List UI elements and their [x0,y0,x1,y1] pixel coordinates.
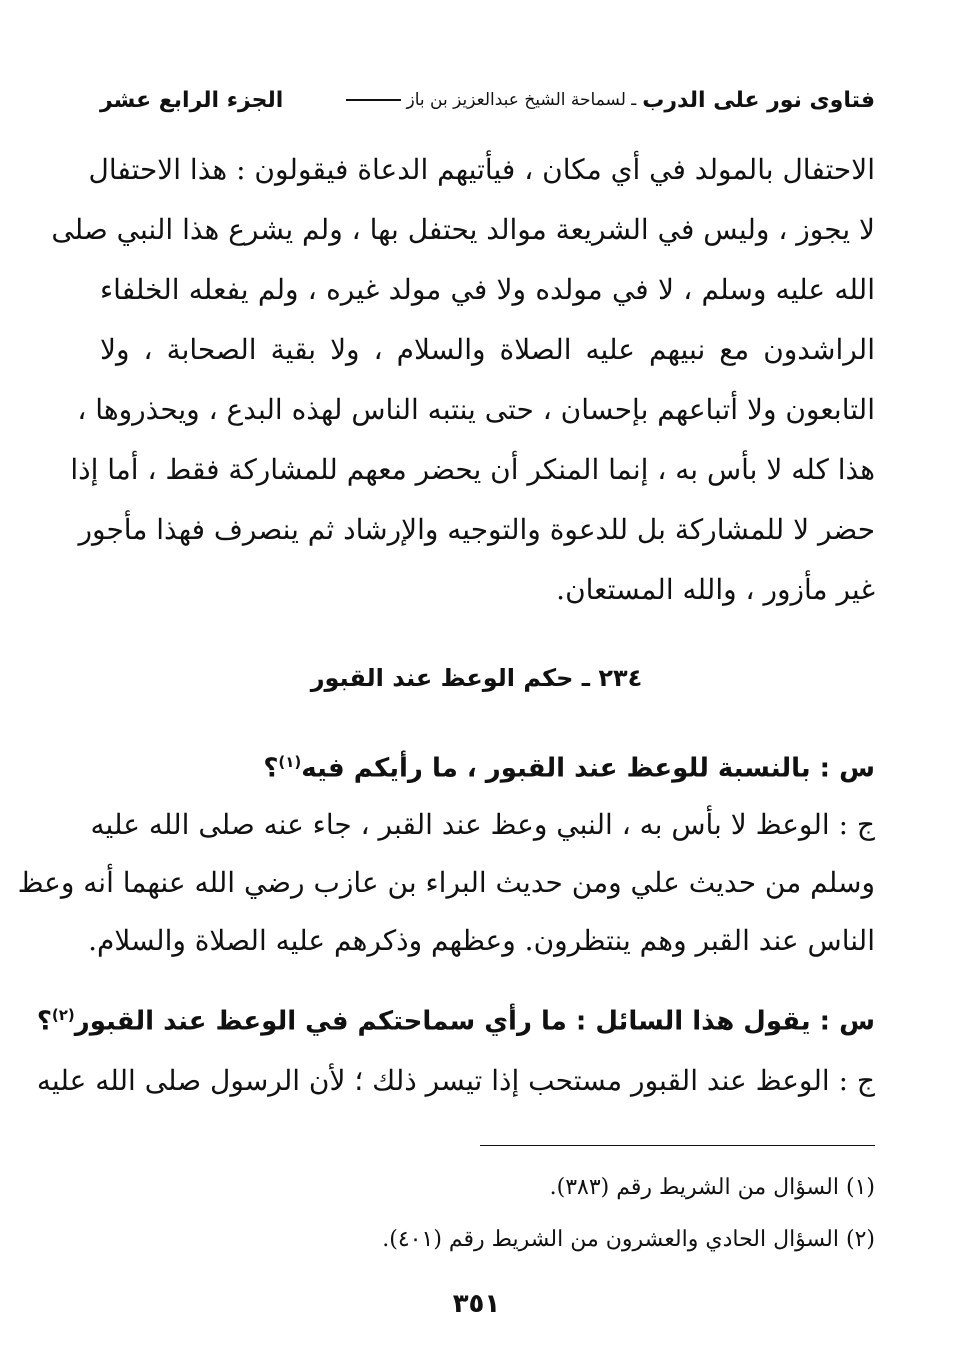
footnote-1: (١) السؤال من الشريط رقم (٣٨٣). [549,1175,875,1200]
footnotes [100,1162,875,1266]
paragraph-line: هذا كله لا بأس به ، إنما المنكر أن يحضر معهم للمشاركة فقط ، أما إذا [70,453,875,486]
answer-2 [36,1052,875,1110]
header-rule [346,99,401,101]
question-1 [100,733,875,798]
question-1-text: س : بالنسبة للوعظ عند القبور ، ما رأيكم فيه [301,753,875,784]
footnote-2: (٢) السؤال الحادي والعشرون من الشريط رقم (٤٠١). [382,1227,875,1252]
paragraph-line: الله عليه وسلم ، لا في مولده ولا في مولد غيره ، ولم يفعله الخلفاء [100,273,875,306]
paragraph-line: غير مأزور ، والله المستعان. [556,573,875,606]
question-2-text: س : يقول هذا السائل : ما رأي سماحتكم في الوعظ عند القبور [74,1006,875,1037]
question-mark: ؟ [36,1006,52,1037]
page-number: ٣٥١ [452,1289,501,1319]
answer-line: ج : الوعظ عند القبور مستحب إذا تيسر ذلك ؛ لأن الرسول صلى الله عليه [36,1064,875,1097]
paragraph-line: الراشدون مع نبيهم عليه الصلاة والسلام ، ولا بقية الصحابة ، ولا [100,333,875,366]
paragraph-line: حضر لا للمشاركة بل للدعوة والتوجيه والإرشاد ثم ينصرف فهذا مأجور [78,513,875,546]
answer-line: الناس عند القبر وهم ينتظرون. وعظهم وذكرهم عليه الصلاة والسلام. [88,924,875,957]
answer-line: ج : الوعظ لا بأس به ، النبي وعظ عند القبر ، جاء عنه صلى الله عليه [90,808,875,841]
footnote-ref-2: (٢) [51,1006,75,1024]
paragraph-line: لا يجوز ، وليس في الشريعة موالد يحتفل بها ، ولم يشرع هذا النبي صلى [51,213,875,246]
footnote-divider [480,1145,875,1146]
running-header-title-group [346,88,875,113]
answer-1 [17,796,875,970]
book-title: فتاوى نور على الدرب [642,87,875,113]
answer-line: وسلم من حديث علي ومن حديث البراء بن عازب رضي الله عنهما أنه وعظ [17,866,875,899]
question-text [100,733,875,798]
question-text [36,986,875,1051]
top-paragraph [51,140,875,620]
footnote-ref-1: (١) [278,753,302,771]
paragraph-line: الاحتفال بالمولد في أي مكان ، فيأتيهم الدعاة فيقولون : هذا الاحتفال [88,153,875,186]
author-line: ـ لسماحة الشيخ عبدالعزيز بن باز [406,90,637,110]
running-header [100,80,875,120]
paragraph-line: التابعون ولا أتباعهم بإحسان ، حتى ينتبه الناس لهذه البدع ، ويحذروها ، [77,393,875,426]
section-title: ٢٣٤ ـ حكم الوعظ عند القبور [310,664,643,692]
question-2 [36,986,875,1051]
question-mark: ؟ [263,753,279,784]
volume-label: الجزء الرابع عشر [100,87,284,113]
